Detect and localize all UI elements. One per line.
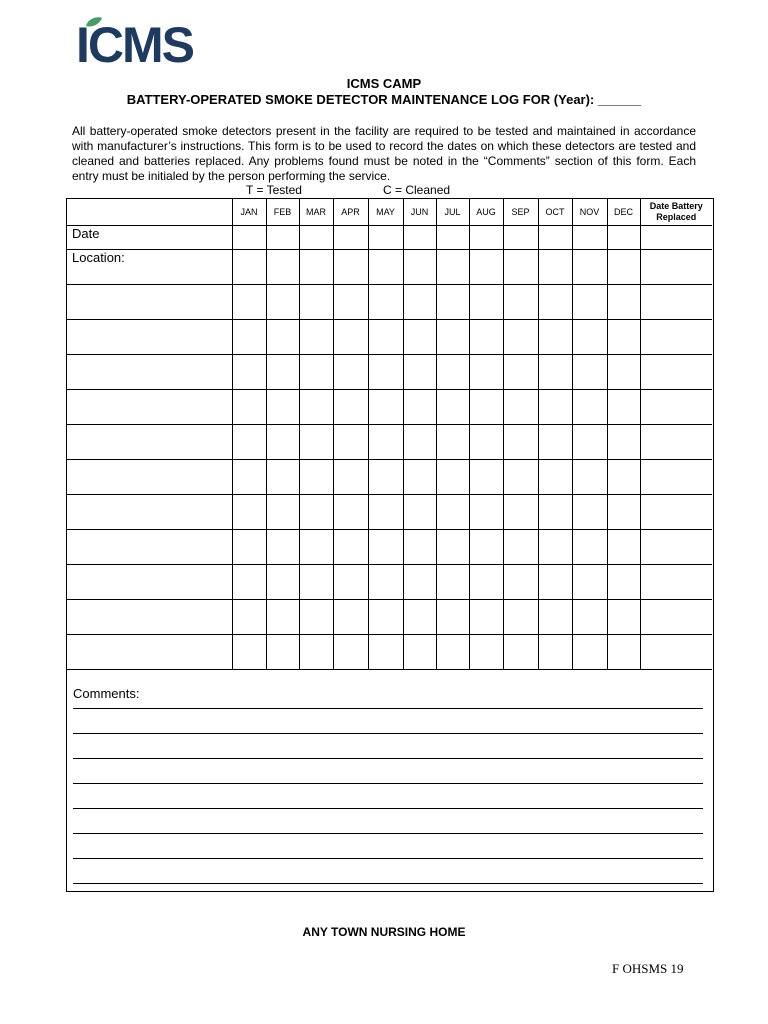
detector-entry-cell[interactable] (67, 354, 232, 389)
initial-cell-feb[interactable] (266, 319, 299, 354)
initial-cell-oct[interactable] (538, 319, 572, 354)
initial-cell-sep[interactable] (503, 319, 538, 354)
initial-cell-apr[interactable] (333, 284, 368, 319)
initial-cell-nov[interactable] (572, 599, 607, 634)
month-header-jul: JUL (436, 199, 469, 225)
initial-cell-jun[interactable] (403, 599, 436, 634)
initial-cell-jan[interactable] (232, 284, 266, 319)
initial-cell-aug[interactable] (469, 354, 503, 389)
initial-cell-mar[interactable] (299, 424, 333, 459)
month-header-jun: JUN (403, 199, 436, 225)
initial-cell-jan[interactable] (232, 564, 266, 599)
log-row (67, 529, 712, 564)
battery-replaced-cell[interactable] (640, 424, 712, 459)
detector-entry-cell[interactable] (67, 284, 232, 319)
form-title: ICMS CAMP (346, 76, 422, 91)
log-row (67, 634, 712, 669)
detector-entry-cell[interactable] (67, 459, 232, 494)
initial-cell-sep[interactable] (503, 389, 538, 424)
initial-cell-jun[interactable] (403, 249, 436, 284)
initial-cell-aug[interactable] (469, 599, 503, 634)
initial-cell-may[interactable] (368, 599, 403, 634)
initial-cell-mar[interactable] (299, 459, 333, 494)
initial-cell-jul[interactable] (436, 599, 469, 634)
comment-line[interactable] (73, 859, 703, 884)
initial-cell-aug[interactable] (469, 319, 503, 354)
initial-cell-may[interactable] (368, 634, 403, 669)
comments-section (73, 684, 703, 884)
initial-cell-oct[interactable] (538, 354, 572, 389)
initial-cell-feb[interactable] (266, 424, 299, 459)
initial-cell-dec[interactable] (607, 564, 640, 599)
detector-entry-cell[interactable] (67, 494, 232, 529)
initial-cell-mar[interactable] (299, 494, 333, 529)
initial-cell-nov[interactable] (572, 494, 607, 529)
initial-cell-oct[interactable] (538, 564, 572, 599)
initial-cell-oct[interactable] (538, 389, 572, 424)
battery-replaced-cell[interactable] (640, 529, 712, 564)
initial-cell-mar[interactable] (299, 319, 333, 354)
initial-cell-jul[interactable] (436, 459, 469, 494)
month-header-row (67, 199, 712, 225)
initial-cell-jan[interactable] (232, 459, 266, 494)
battery-replaced-cell[interactable] (640, 494, 712, 529)
maintenance-log-form (66, 198, 714, 892)
initial-cell-dec[interactable] (607, 319, 640, 354)
initial-cell-jul[interactable] (436, 529, 469, 564)
initial-cell-apr[interactable] (333, 225, 368, 249)
initial-cell-apr[interactable] (333, 319, 368, 354)
initial-cell-feb[interactable] (266, 225, 299, 249)
initial-cell-apr[interactable] (333, 599, 368, 634)
initial-cell-oct[interactable] (538, 529, 572, 564)
initial-cell-nov[interactable] (572, 284, 607, 319)
initial-cell-jun[interactable] (403, 319, 436, 354)
initial-cell-mar[interactable] (299, 564, 333, 599)
month-header-may: MAY (368, 199, 403, 225)
month-header-apr: APR (333, 199, 368, 225)
initial-cell-dec[interactable] (607, 424, 640, 459)
detector-entry-cell[interactable] (67, 424, 232, 459)
comment-line[interactable] (73, 759, 703, 784)
log-row (67, 284, 712, 319)
initial-cell-jul[interactable] (436, 389, 469, 424)
initial-cell-nov[interactable] (572, 529, 607, 564)
initial-cell-may[interactable] (368, 249, 403, 284)
initial-cell-aug[interactable] (469, 564, 503, 599)
initial-cell-jan[interactable] (232, 634, 266, 669)
initial-cell-jul[interactable] (436, 249, 469, 284)
initial-cell-nov[interactable] (572, 564, 607, 599)
initial-cell-jun[interactable] (403, 225, 436, 249)
initial-cell-dec[interactable] (607, 459, 640, 494)
initial-cell-sep[interactable] (503, 249, 538, 284)
initial-cell-jul[interactable] (436, 494, 469, 529)
initial-cell-sep[interactable] (503, 564, 538, 599)
initial-cell-mar[interactable] (299, 284, 333, 319)
initial-cell-nov[interactable] (572, 424, 607, 459)
initial-cell-dec[interactable] (607, 354, 640, 389)
log-row (67, 564, 712, 599)
form-number: F OHSMS 19 (612, 961, 684, 976)
initial-cell-dec[interactable] (607, 389, 640, 424)
initial-cell-feb[interactable] (266, 354, 299, 389)
instructions-paragraph: All battery-operated smoke detectors present in the facility are required to be tested and maintained in accordance with manufacturer’s instructions. This form is to be used to record the dates on which these detectors are tested and cleaned and batteries replaced. Any problems found must be noted in the “Comments” section of this form. Each entry must be initialed by the person performing the service. (72, 124, 696, 183)
initial-cell-jun[interactable] (403, 564, 436, 599)
initial-cell-oct[interactable] (538, 225, 572, 249)
battery-replaced-cell[interactable] (640, 319, 712, 354)
initial-cell-jan[interactable] (232, 424, 266, 459)
initial-cell-aug[interactable] (469, 389, 503, 424)
battery-replaced-cell[interactable] (640, 564, 712, 599)
facility-name: ANY TOWN NURSING HOME (302, 925, 466, 939)
initial-cell-jul[interactable] (436, 424, 469, 459)
initial-cell-sep[interactable] (503, 284, 538, 319)
initial-cell-aug[interactable] (469, 494, 503, 529)
form-subtitle: BATTERY-OPERATED SMOKE DETECTOR MAINTENANCE LOG FOR (Year): ______ (126, 92, 642, 107)
detector-entry-cell[interactable] (67, 599, 232, 634)
initial-cell-nov[interactable] (572, 459, 607, 494)
battery-replaced-cell[interactable] (640, 284, 712, 319)
battery-replaced-cell[interactable] (640, 389, 712, 424)
battery-replaced-cell[interactable] (640, 459, 712, 494)
initial-cell-may[interactable] (368, 529, 403, 564)
initial-cell-jul[interactable] (436, 225, 469, 249)
month-header-jan: JAN (232, 199, 266, 225)
initial-cell-oct[interactable] (538, 424, 572, 459)
initial-cell-apr[interactable] (333, 494, 368, 529)
initial-cell-feb[interactable] (266, 494, 299, 529)
initial-cell-feb[interactable] (266, 564, 299, 599)
initial-cell-sep[interactable] (503, 225, 538, 249)
month-header-aug: AUG (469, 199, 503, 225)
initial-cell-apr[interactable] (333, 459, 368, 494)
initial-cell-jan[interactable] (232, 529, 266, 564)
comment-line[interactable] (73, 784, 703, 809)
month-header-sep: SEP (503, 199, 538, 225)
initial-cell-oct[interactable] (538, 494, 572, 529)
initial-cell-jun[interactable] (403, 459, 436, 494)
initial-cell-jun[interactable] (403, 284, 436, 319)
initial-cell-jul[interactable] (436, 284, 469, 319)
initial-cell-jun[interactable] (403, 424, 436, 459)
log-row (67, 354, 712, 389)
initial-cell-feb[interactable] (266, 529, 299, 564)
initial-cell-apr[interactable] (333, 249, 368, 284)
initial-cell-may[interactable] (368, 319, 403, 354)
initial-cell-jan[interactable] (232, 354, 266, 389)
log-row (67, 225, 712, 249)
initial-cell-oct[interactable] (538, 249, 572, 284)
comment-line[interactable] (73, 684, 703, 709)
battery-replaced-cell[interactable] (640, 249, 712, 284)
initial-cell-feb[interactable] (266, 634, 299, 669)
initial-cell-feb[interactable] (266, 389, 299, 424)
initial-cell-nov[interactable] (572, 319, 607, 354)
month-header-mar: MAR (299, 199, 333, 225)
initial-cell-jan[interactable] (232, 494, 266, 529)
battery-replaced-cell[interactable] (640, 225, 712, 249)
initial-cell-dec[interactable] (607, 634, 640, 669)
battery-replaced-header: Date Battery Replaced (640, 199, 712, 225)
detector-entry-cell[interactable] (67, 564, 232, 599)
initial-cell-jan[interactable] (232, 249, 266, 284)
month-header-dec: DEC (607, 199, 640, 225)
initial-cell-may[interactable] (368, 389, 403, 424)
month-header-oct: OCT (538, 199, 572, 225)
log-row (67, 389, 712, 424)
initial-cell-aug[interactable] (469, 284, 503, 319)
initial-cell-nov[interactable] (572, 634, 607, 669)
initial-cell-dec[interactable] (607, 249, 640, 284)
initial-cell-sep[interactable] (503, 459, 538, 494)
month-header-nov: NOV (572, 199, 607, 225)
initial-cell-nov[interactable] (572, 249, 607, 284)
initial-cell-nov[interactable] (572, 225, 607, 249)
date-row-label[interactable]: Date (67, 225, 232, 249)
initial-cell-may[interactable] (368, 424, 403, 459)
initial-cell-jun[interactable] (403, 354, 436, 389)
initial-cell-jun[interactable] (403, 389, 436, 424)
initial-cell-may[interactable] (368, 225, 403, 249)
initial-cell-apr[interactable] (333, 424, 368, 459)
initial-cell-nov[interactable] (572, 389, 607, 424)
log-row (67, 599, 712, 634)
detector-entry-cell[interactable] (67, 389, 232, 424)
comment-line[interactable] (73, 809, 703, 834)
initial-cell-aug[interactable] (469, 529, 503, 564)
log-row (67, 459, 712, 494)
initial-cell-apr[interactable] (333, 529, 368, 564)
initial-cell-jan[interactable] (232, 225, 266, 249)
initial-cell-mar[interactable] (299, 249, 333, 284)
initial-cell-aug[interactable] (469, 424, 503, 459)
initial-cell-dec[interactable] (607, 599, 640, 634)
initial-cell-mar[interactable] (299, 599, 333, 634)
initial-cell-sep[interactable] (503, 354, 538, 389)
initial-cell-may[interactable] (368, 354, 403, 389)
logo-text: ICMS (76, 17, 193, 73)
initial-cell-aug[interactable] (469, 225, 503, 249)
initial-cell-feb[interactable] (266, 599, 299, 634)
initial-cell-oct[interactable] (538, 459, 572, 494)
initial-cell-jul[interactable] (436, 319, 469, 354)
initial-cell-jul[interactable] (436, 634, 469, 669)
initial-cell-sep[interactable] (503, 599, 538, 634)
initial-cell-jan[interactable] (232, 389, 266, 424)
initial-cell-may[interactable] (368, 284, 403, 319)
initial-cell-jun[interactable] (403, 529, 436, 564)
initial-cell-may[interactable] (368, 494, 403, 529)
initial-cell-sep[interactable] (503, 529, 538, 564)
comment-line[interactable] (73, 709, 703, 734)
battery-replaced-cell[interactable] (640, 599, 712, 634)
initial-cell-dec[interactable] (607, 494, 640, 529)
initial-cell-aug[interactable] (469, 634, 503, 669)
initial-cell-jan[interactable] (232, 319, 266, 354)
initial-cell-may[interactable] (368, 564, 403, 599)
initial-cell-feb[interactable] (266, 249, 299, 284)
header-blank-cell (67, 199, 232, 225)
initial-cell-oct[interactable] (538, 599, 572, 634)
initial-cell-dec[interactable] (607, 284, 640, 319)
log-row (67, 424, 712, 459)
initial-cell-mar[interactable] (299, 225, 333, 249)
maintenance-log-table (67, 199, 712, 670)
initial-cell-mar[interactable] (299, 529, 333, 564)
detector-entry-cell[interactable] (67, 529, 232, 564)
comment-line[interactable] (73, 834, 703, 859)
initial-cell-jul[interactable] (436, 564, 469, 599)
location-row-label[interactable]: Location: (67, 249, 232, 284)
initial-cell-mar[interactable] (299, 389, 333, 424)
initial-cell-jun[interactable] (403, 494, 436, 529)
initial-cell-apr[interactable] (333, 389, 368, 424)
initial-cell-sep[interactable] (503, 424, 538, 459)
comment-line[interactable] (73, 734, 703, 759)
initial-cell-apr[interactable] (333, 354, 368, 389)
initial-cell-oct[interactable] (538, 634, 572, 669)
initial-cell-dec[interactable] (607, 529, 640, 564)
initial-cell-aug[interactable] (469, 249, 503, 284)
log-row (67, 249, 712, 284)
initial-cell-sep[interactable] (503, 494, 538, 529)
detector-entry-cell[interactable] (67, 634, 232, 669)
initial-cell-aug[interactable] (469, 459, 503, 494)
initial-cell-oct[interactable] (538, 284, 572, 319)
initial-cell-mar[interactable] (299, 354, 333, 389)
log-row (67, 319, 712, 354)
initial-cell-nov[interactable] (572, 354, 607, 389)
initial-cell-sep[interactable] (503, 634, 538, 669)
initial-cell-feb[interactable] (266, 284, 299, 319)
initial-cell-feb[interactable] (266, 459, 299, 494)
battery-replaced-cell[interactable] (640, 634, 712, 669)
month-header-feb: FEB (266, 199, 299, 225)
initial-cell-may[interactable] (368, 459, 403, 494)
detector-entry-cell[interactable] (67, 319, 232, 354)
initial-cell-apr[interactable] (333, 564, 368, 599)
comments-label: Comments: (73, 686, 143, 701)
initial-cell-jun[interactable] (403, 634, 436, 669)
initial-cell-jul[interactable] (436, 354, 469, 389)
log-row (67, 494, 712, 529)
battery-replaced-cell[interactable] (640, 354, 712, 389)
initial-cell-jan[interactable] (232, 599, 266, 634)
legend-tested: T = Tested (246, 183, 302, 197)
initial-cell-dec[interactable] (607, 225, 640, 249)
initial-cell-mar[interactable] (299, 634, 333, 669)
legend-cleaned: C = Cleaned (383, 183, 451, 197)
initial-cell-apr[interactable] (333, 634, 368, 669)
